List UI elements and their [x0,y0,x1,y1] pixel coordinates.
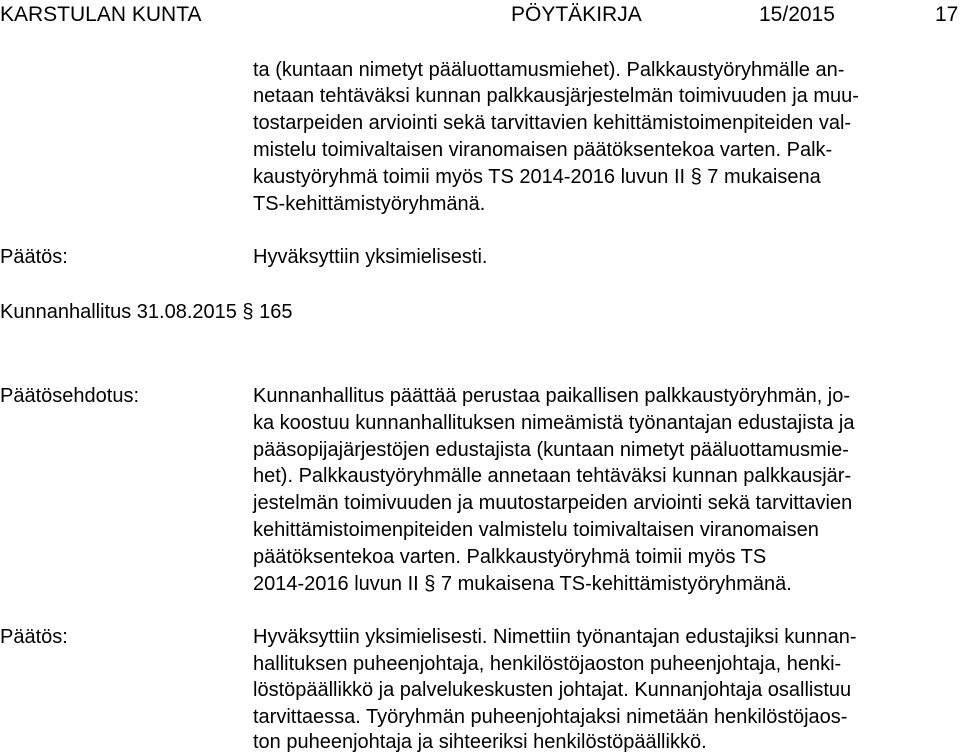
page-number: 17 [935,3,959,26]
meeting-heading: Kunnanhallitus 31.08.2015 § 165 [0,301,293,323]
decision-label: Päätös: [0,626,68,648]
text-line: Hyväksyttiin yksimielisesti. Nimettiin työnantajan edustajiksi kunnan- [253,626,857,648]
text-line: kaustyöryhmä toimii myös TS 2014-2016 luvun II § 7 mukaisena [253,166,821,188]
text-line: päätöksentekoa varten. Palkkaustyöryhmä toimii myös TS [253,546,767,568]
text-line: ton puheenjohtaja ja sihteeriksi henkilöstöpäällikkö. [253,731,707,753]
text-line: Kunnanhallitus päättää perustaa paikallisen palkkaustyöryhmän, jo- [253,385,851,407]
text-line: pääsopijajärjestöjen edustajista (kuntaan nimetyt pääluottamusmie- [253,439,849,461]
text-line: ta (kuntaan nimetyt pääluottamusmiehet). Palkkaustyöryhmälle an- [253,59,845,81]
municipality-name: KARSTULAN KUNTA [0,3,202,26]
decision-text: Hyväksyttiin yksimielisesti. [253,246,488,268]
text-line: 2014-2016 luvun II § 7 mukaisena TS-kehittämistyöryhmänä. [253,573,792,595]
text-line: tostarpeiden arviointi sekä tarvittavien kehittämistoimenpiteiden val- [253,112,852,134]
page-header [0,3,960,33]
text-line: netaan tehtäväksi kunnan palkkausjärjestelmän toimivuuden ja muu- [253,85,859,107]
text-line: mistelu toimivaltaisen viranomaisen päätöksentekoa varten. Palk- [253,139,833,161]
minutes-number: 15/2015 [759,3,835,26]
text-line: löstöpäällikkö ja palvelukeskusten johtajat. Kunnanjohtaja osallistuu [253,679,852,701]
text-line: hallituksen puheenjohtaja, henkilöstöjaoston puheenjohtaja, henki- [253,653,842,675]
text-line: het). Palkkaustyöryhmälle annetaan tehtäväksi kunnan palkkausjär- [253,465,852,487]
document-type: PÖYTÄKIRJA [511,3,642,26]
text-line: ka koostuu kunnanhallituksen nimeämistä työnantajan edustajista ja [253,412,855,434]
text-line: tarvittaessa. Työryhmän puheenjohtajaksi nimetään henkilöstöjaos- [253,706,848,728]
text-line: TS-kehittämistyöryhmänä. [253,193,486,215]
proposal-label: Päätösehdotus: [0,385,139,407]
decision-label: Päätös: [0,246,68,268]
text-line: kehittämistoimenpiteiden valmistelu toimivaltaisen viranomaisen [253,519,819,541]
text-line: jestelmän toimivuuden ja muutostarpeiden arviointi sekä tarvittavien [253,492,853,514]
